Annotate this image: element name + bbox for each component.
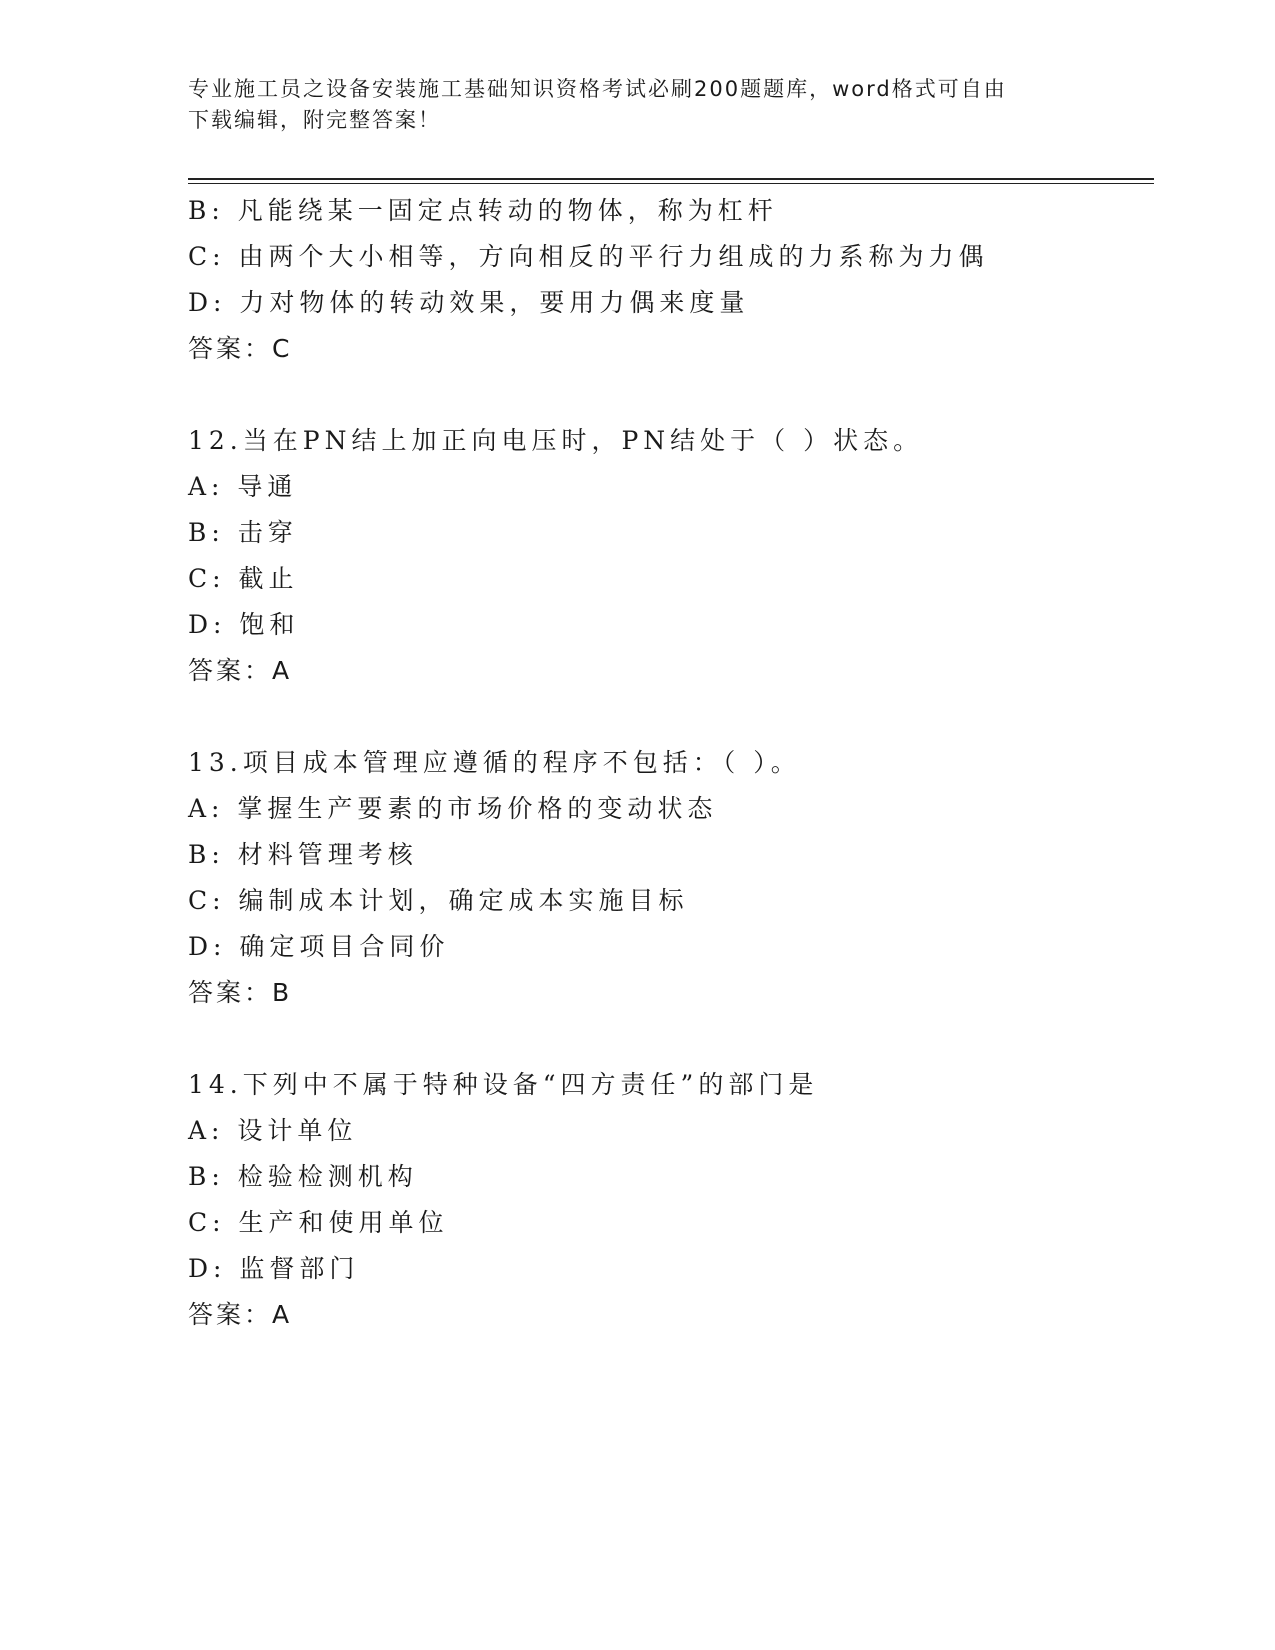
question-stem: 13.项目成本管理应遵循的程序不包括：（ ）。 (188, 748, 801, 777)
option-b: B: 凡能绕某一固定点转动的物体，称为杠杆 (188, 196, 778, 225)
header-divider (188, 178, 1154, 180)
option-b: B: 检验检测机构 (188, 1162, 418, 1191)
header-line-1: 专业施工员之设备安装施工基础知识资格考试必刷200题题库，word格式可自由 (188, 77, 1007, 101)
question-14 (188, 1062, 1154, 1338)
option-a: A: 掌握生产要素的市场价格的变动状态 (188, 794, 718, 823)
question-stem: 12.当在PN结上加正向电压时，PN结处于（ ）状态。 (188, 426, 924, 455)
option-b: B: 材料管理考核 (188, 840, 418, 869)
option-d: D: 监督部门 (188, 1254, 360, 1283)
option-a: A: 设计单位 (188, 1116, 358, 1145)
answer: 答案：B (188, 978, 293, 1007)
question-13 (188, 740, 1154, 1016)
question-12 (188, 418, 1154, 694)
answer: 答案：A (188, 1300, 293, 1329)
question-stem: 14.下列中不属于特种设备“四方责任”的部门是 (188, 1070, 819, 1099)
header-line-2: 下载编辑，附完整答案！ (188, 108, 441, 132)
question-11-continued (188, 188, 1154, 372)
answer: 答案：C (188, 334, 293, 363)
option-d: D: 确定项目合同价 (188, 932, 450, 961)
header-divider-thin (188, 183, 1154, 184)
option-c: C: 截止 (188, 564, 299, 593)
option-a: A: 导通 (188, 472, 298, 501)
option-c: C: 由两个大小相等，方向相反的平行力组成的力系称为力偶 (188, 242, 989, 271)
document-header (188, 74, 1088, 136)
option-c: C: 编制成本计划，确定成本实施目标 (188, 886, 689, 915)
answer: 答案：A (188, 656, 293, 685)
option-b: B: 击穿 (188, 518, 298, 547)
question-list (188, 188, 1154, 1338)
option-d: D: 力对物体的转动效果，要用力偶来度量 (188, 288, 750, 317)
option-c: C: 生产和使用单位 (188, 1208, 449, 1237)
option-d: D: 饱和 (188, 610, 300, 639)
